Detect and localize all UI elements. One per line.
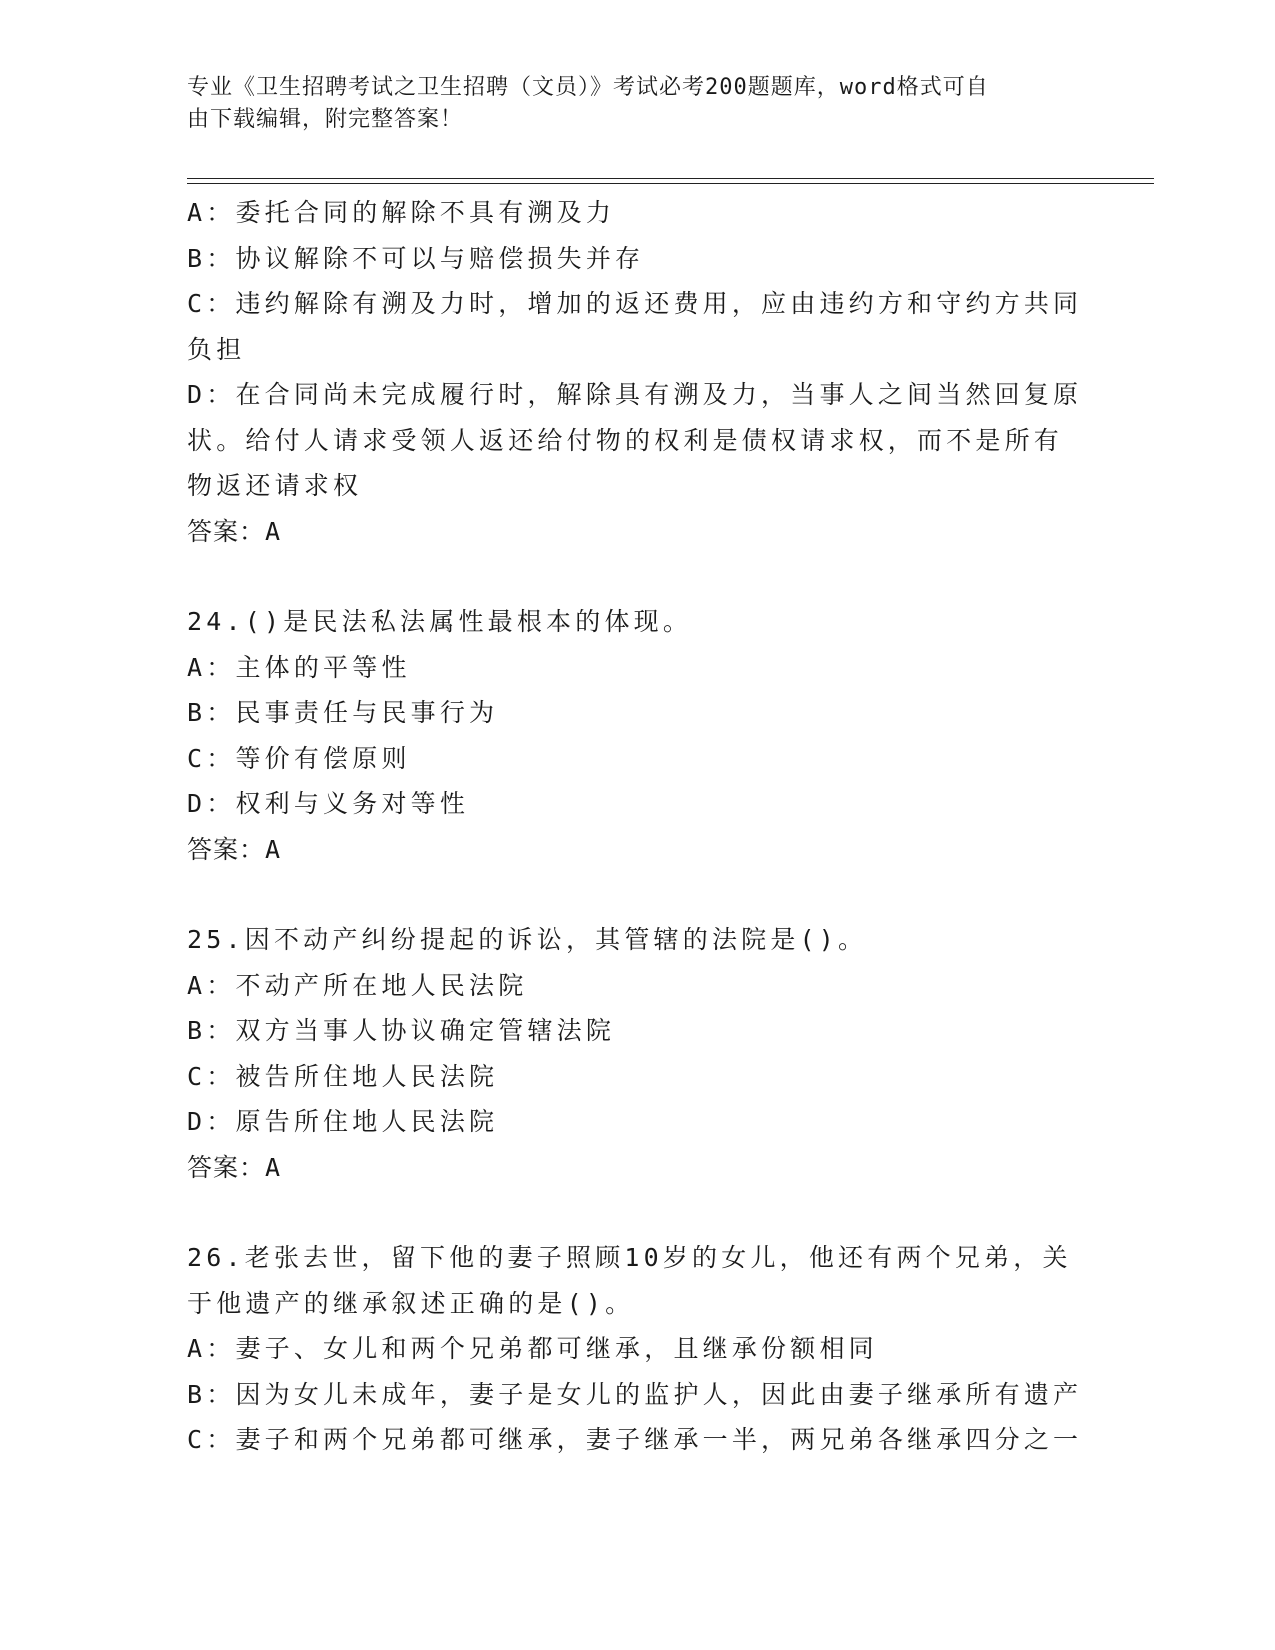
option-b: B：双方当事人协议确定管辖法院	[187, 1016, 616, 1045]
option-d-line-1: D：在合同尚未完成履行时，解除具有溯及力，当事人之间当然回复原	[187, 380, 1083, 409]
question-stem-line-2: 于他遗产的继承叙述正确的是()。	[187, 1288, 635, 1318]
answer: 答案：A	[187, 516, 282, 546]
header-divider-top	[187, 178, 1154, 179]
header-divider-bottom	[187, 183, 1154, 184]
option-b: B：民事责任与民事行为	[187, 698, 499, 727]
option-d: D：原告所住地人民法院	[187, 1107, 499, 1136]
spacer	[187, 1190, 1087, 1235]
question-stem: 24.()是民法私法属性最根本的体现。	[187, 607, 693, 636]
question-stem-line-1: 26.老张去世，留下他的妻子照顾10岁的女儿，他还有两个兄弟，关	[187, 1243, 1072, 1272]
option-c: C：等价有偿原则	[187, 743, 411, 773]
question-stem: 25.因不动产纠纷提起的诉讼，其管辖的法院是()。	[187, 925, 868, 954]
option-b: B：因为女儿未成年，妻子是女儿的监护人，因此由妻子继承所有遗产	[187, 1379, 1083, 1409]
question-24	[187, 599, 1087, 872]
header-line-1: 专业《卫生招聘考试之卫生招聘（文员）》考试必考200题题库，word格式可自	[187, 75, 989, 100]
option-d-line-3: 物返还请求权	[187, 471, 363, 500]
option-c: C：被告所住地人民法院	[187, 1061, 499, 1091]
header-line-2: 由下载编辑，附完整答案！	[187, 107, 464, 132]
document-header	[187, 72, 1087, 136]
answer: 答案：A	[187, 834, 282, 864]
option-d: D：权利与义务对等性	[187, 789, 470, 818]
option-a: A：委托合同的解除不具有溯及力	[187, 198, 616, 227]
option-c-line-2: 负担	[187, 334, 246, 364]
option-d-line-2: 状。给付人请求受领人返还给付物的权利是债权请求权，而不是所有	[187, 425, 1064, 455]
option-a: A：妻子、女儿和两个兄弟都可继承，且继承份额相同	[187, 1334, 878, 1363]
spacer	[187, 554, 1087, 599]
answer: 答案：A	[187, 1152, 282, 1182]
option-c-line-1: C：违约解除有溯及力时，增加的返还费用，应由违约方和守约方共同	[187, 289, 1083, 318]
question-list	[187, 190, 1087, 1463]
question-25	[187, 917, 1087, 1190]
option-b: B：协议解除不可以与赔偿损失并存	[187, 243, 645, 273]
question-23	[187, 190, 1087, 554]
question-26	[187, 1235, 1087, 1463]
option-a: A：不动产所在地人民法院	[187, 970, 528, 1000]
option-a: A：主体的平等性	[187, 652, 411, 682]
option-c: C：妻子和两个兄弟都可继承，妻子继承一半，两兄弟各继承四分之一	[187, 1425, 1083, 1454]
spacer	[187, 872, 1087, 917]
